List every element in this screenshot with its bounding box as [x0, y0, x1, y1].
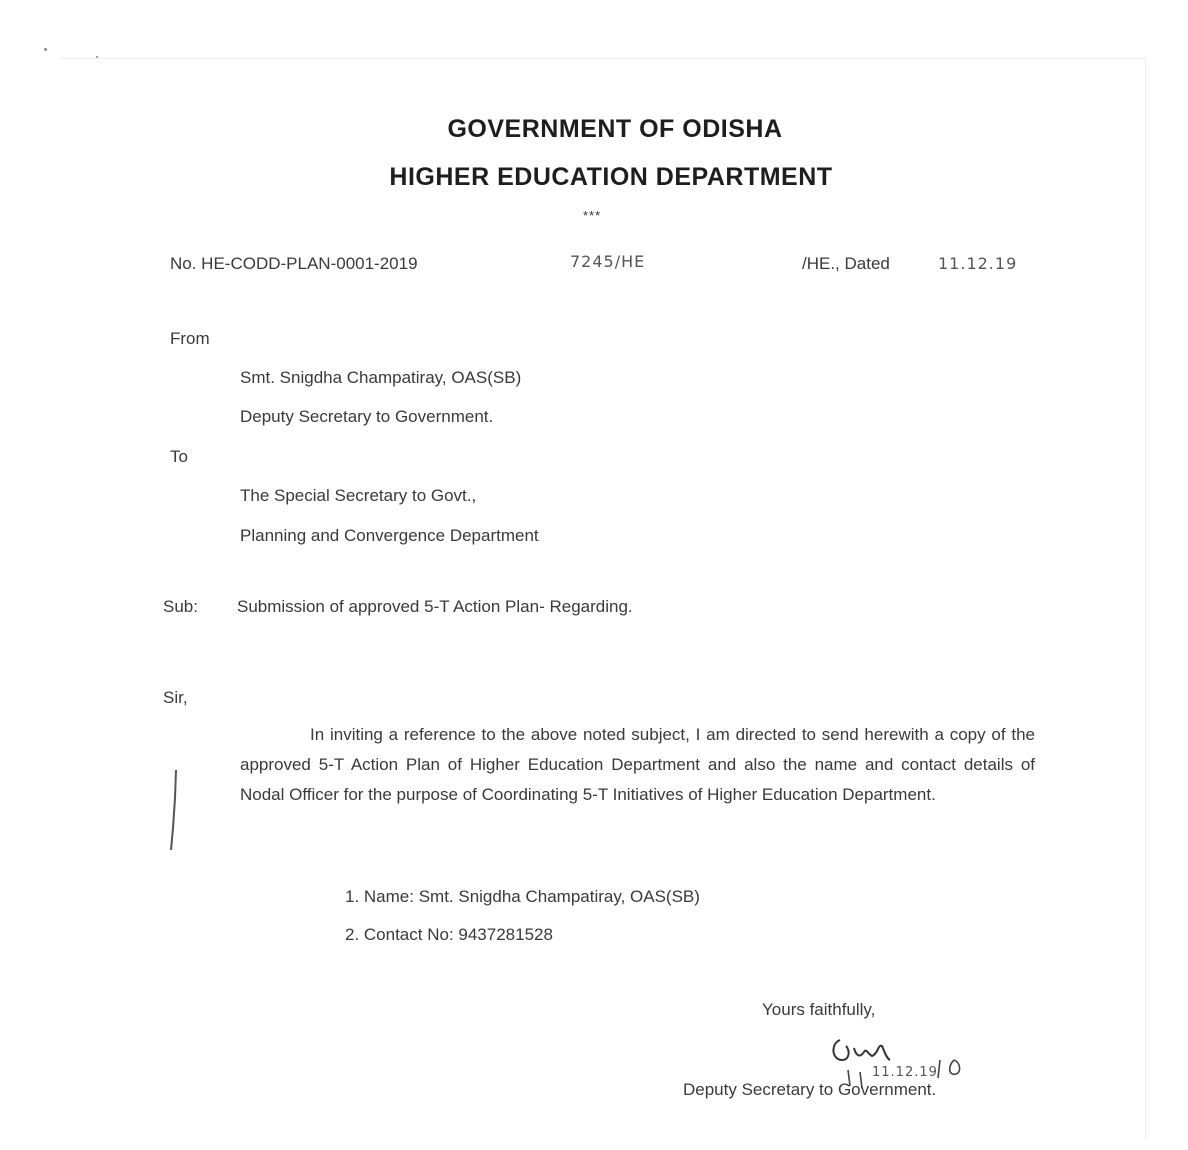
header-separator: *** — [583, 208, 602, 223]
margin-pen-mark — [168, 768, 182, 852]
signature-date: 11.12.19 — [872, 1065, 938, 1080]
dated-label: /HE., Dated — [802, 254, 890, 273]
sender-name: Smt. Snigdha Champatiray, OAS(SB) — [240, 368, 522, 387]
from-label: From — [170, 329, 210, 348]
recipient-department: Planning and Convergence Department — [240, 526, 539, 545]
salutation: Sir, — [163, 688, 188, 707]
subject-label: Sub: — [163, 597, 198, 616]
sender-designation: Deputy Secretary to Government. — [240, 407, 494, 426]
closing-designation: Deputy Secretary to Government. — [683, 1080, 937, 1099]
list-item-name: 1. Name: Smt. Snigdha Champatiray, OAS(SB) — [345, 887, 700, 906]
to-label: To — [170, 447, 188, 466]
scan-speck — [96, 56, 98, 58]
subject-text: Submission of approved 5-T Action Plan- Regarding. — [237, 597, 633, 616]
letterhead-department: HIGHER EDUCATION DEPARTMENT — [389, 163, 833, 191]
handwritten-letter-number: 7245/HE — [570, 252, 646, 271]
letterhead-government: GOVERNMENT OF ODISHA — [447, 115, 783, 143]
scan-speck — [44, 48, 47, 51]
closing-yours-faithfully: Yours faithfully, — [762, 1000, 876, 1019]
letter-number: No. HE-CODD-PLAN-0001-2019 — [170, 254, 418, 273]
list-item-contact: 2. Contact No: 9437281528 — [345, 925, 553, 944]
recipient-title: The Special Secretary to Govt., — [240, 486, 477, 505]
body-paragraph: In inviting a reference to the above noted subject, I am directed to send herewith a copy of the approved 5-T Action Plan of Higher Education Department and also the name and contact details of Nodal Officer for the purpose of Coordinating 5-T Initiatives of Higher Education Department. — [240, 725, 1035, 804]
handwritten-date: 11.12.19 — [938, 254, 1018, 273]
